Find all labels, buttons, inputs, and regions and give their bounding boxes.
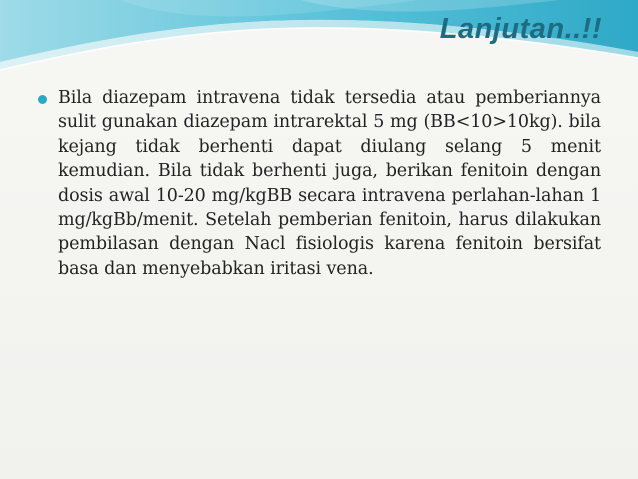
body-paragraph: Bila diazepam intravena tidak tersedia atau pemberiannya sulit gunakan diazepam intrarektal 5 mg (BB<10>10kg). bila kejang tidak berhenti dapat diulang selang 5 menit kemudian. Bila tidak berhenti juga, berikan fenitoin dengan dosis awal 10-20 mg/kgBB secara intravena perlahan-lahan 1 mg/kgBb/menit. Setelah pemberian fenitoin, harus dilakukan pembilasan dengan Nacl fisiologis karena fenitoin bersifat basa dan menyebabkan iritasi vena. bbox=[58, 88, 601, 279]
bullet-icon bbox=[38, 95, 47, 104]
slide-title: Lanjutan..!! bbox=[439, 13, 602, 45]
slide-content bbox=[38, 86, 601, 281]
